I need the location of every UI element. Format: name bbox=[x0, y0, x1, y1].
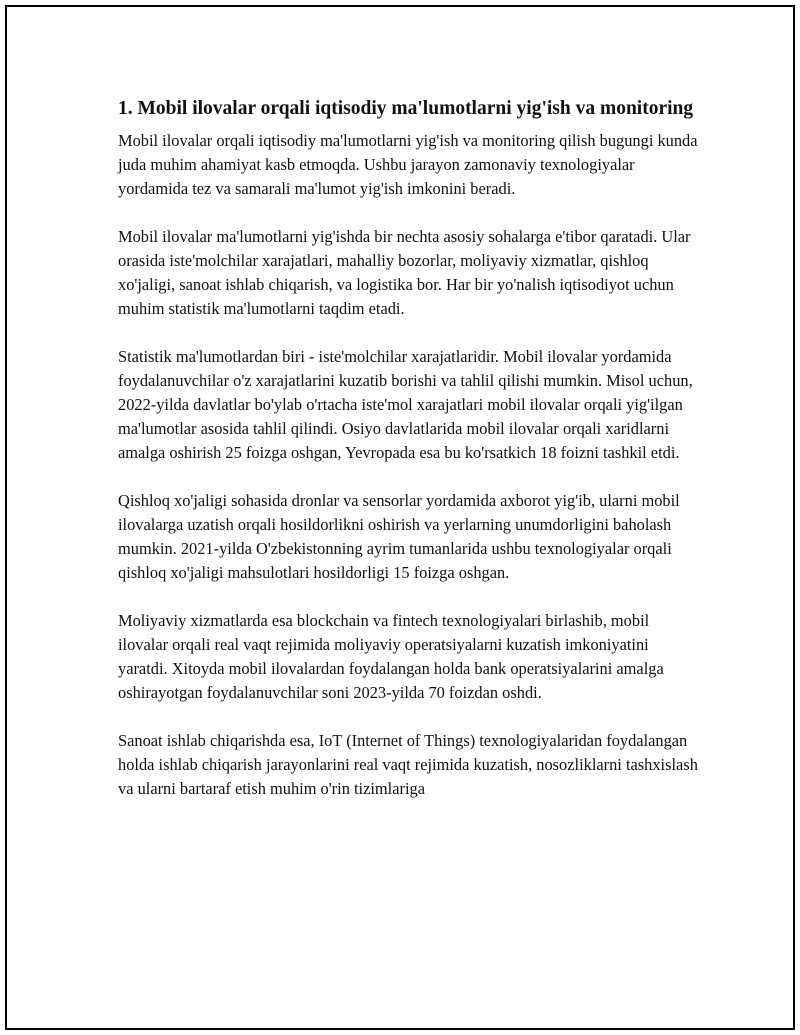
paragraph-consumer-spending: Statistik ma'lumotlardan biri - iste'molchilar xarajatlaridir. Mobil ilovalar yordamida foydalanuvchilar o'z xarajatlarini kuzatib borishi va tahlil qilishi mumkin. Misol uchun, 2022-yilda davlatlar bo'ylab o'rtacha iste'mol xarajatlari mobil ilovalar orqali yig'ilgan ma'lumotlar asosida tahlil qilindi. Osiyo davlatlarida mobil ilovalar orqali xaridlarni amalga oshirish 25 foizga oshgan, Yevropada esa bu ko'rsatkich 18 foizni tashkil etdi. bbox=[118, 347, 693, 462]
paragraph-industry: Sanoat ishlab chiqarishda esa, IoT (Internet of Things) texnologiyalaridan foydalangan holda ishlab chiqarish jarayonlarini real vaqt rejimida kuzatish, nosozliklarni tashxislash va ularni bartaraf etish muhim o'rin tizimlariga bbox=[118, 731, 698, 798]
section-heading: 1. Mobil ilovalar orqali iqtisodiy ma'lumotlarni yig'ish va monitoring bbox=[118, 98, 694, 119]
document-body bbox=[118, 95, 698, 825]
paragraph-sectors: Mobil ilovalar ma'lumotlarni yig'ishda bir nechta asosiy sohalarga e'tibor qaratadi. Ular orasida iste'molchilar xarajatlari, mahalliy bozorlar, moliyaviy xizmatlar, qishloq xo'jaligi, sanoat ishlab chiqarish, va logistika bor. Har bir yo'nalish iqtisodiyot uchun muhim statistik ma'lumotlarni taqdim etadi. bbox=[118, 227, 691, 318]
paragraph-agriculture: Qishloq xo'jaligi sohasida dronlar va sensorlar yordamida axborot yig'ib, ularni mobil ilovalarga uzatish orqali hosildorlikni oshirish va yerlarning unumdorligini baholash mumkin. 2021-yilda O'zbekistonning ayrim tumanlarida ushbu texnologiyalar orqali qishloq xo'jaligi mahsulotlari hosildorligi 15 foizga oshgan. bbox=[118, 491, 680, 582]
paragraph-financial-services: Moliyaviy xizmatlarda esa blockchain va fintech texnologiyalari birlashib, mobil ilovalar orqali real vaqt rejimida moliyaviy operatsiyalarni kuzatish imkoniyatini yaratdi. Xitoyda mobil ilovalardan foydalangan holda bank operatsiyalarini amalga oshirayotgan foydalanuvchilar soni 2023-yilda 70 foizdan oshdi. bbox=[118, 611, 664, 702]
paragraph-intro: Mobil ilovalar orqali iqtisodiy ma'lumotlarni yig'ish va monitoring qilish bugungi kunda juda muhim ahamiyat kasb etmoqda. Ushbu jarayon zamonaviy texnologiyalar yordamida tez va samarali ma'lumot yig'ish imkonini beradi. bbox=[118, 131, 698, 198]
